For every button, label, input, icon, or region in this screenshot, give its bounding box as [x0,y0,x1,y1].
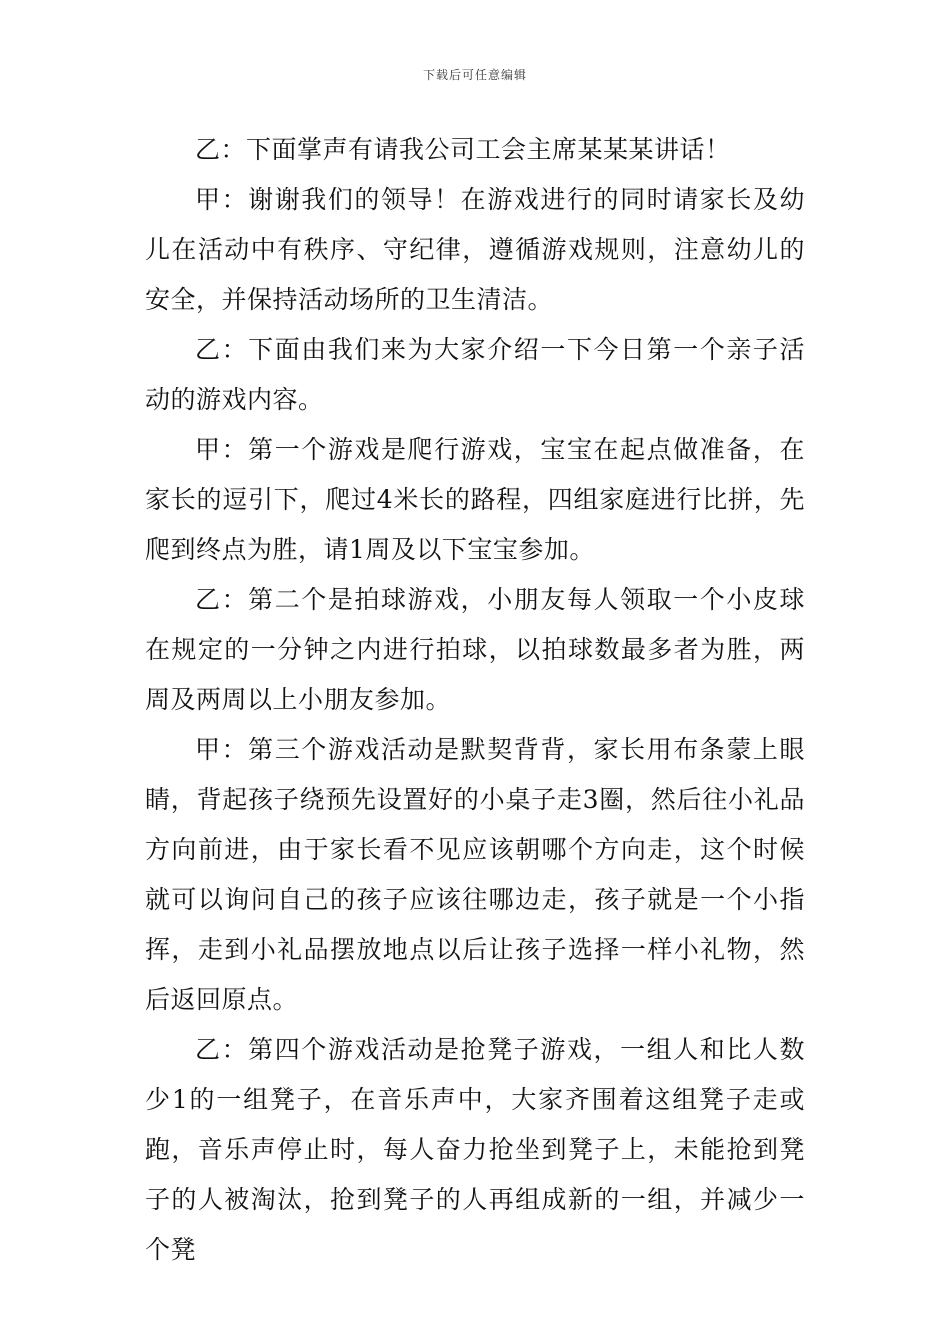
paragraph-2: 甲：谢谢我们的领导！在游戏进行的同时请家长及幼儿在活动中有秩序、守纪律，遵循游戏规则，注意幼儿的安全，并保持活动场所的卫生清洁。 [145,185,805,314]
document-body [145,125,805,1275]
page-header: 下载后可任意编辑 [422,68,527,82]
paragraph-6: 甲：第三个游戏活动是默契背背，家长用布条蒙上眼睛，背起孩子绕预先设置好的小桌子走3圈，然后往小礼品方向前进，由于家长看不见应该朝哪个方向走，这个时候就可以询问自己的孩子应该往哪边走，孩子就是一个小指挥，走到小礼品摆放地点以后让孩子选择一样小礼物，然后返回原点。 [145,735,805,1014]
paragraph-1: 乙：下面掌声有请我公司工会主席某某某讲话！ [195,135,731,164]
paragraph-3: 乙：下面由我们来为大家介绍一下今日第一个亲子活动的游戏内容。 [145,335,805,414]
paragraph-7: 乙：第四个游戏活动是抢凳子游戏，一组人和比人数少1的一组凳子，在音乐声中，大家齐围着这组凳子走或跑，音乐声停止时，每人奋力抢坐到凳子上，未能抢到凳子的人被淘汰，抢到凳子的人再组成新的一组，并减少一个凳 [145,1035,805,1264]
paragraph-4: 甲：第一个游戏是爬行游戏，宝宝在起点做准备，在家长的逗引下，爬过4米长的路程，四组家庭进行比拼，先爬到终点为胜，请1周及以下宝宝参加。 [145,435,805,564]
paragraph-5: 乙：第二个是拍球游戏，小朋友每人领取一个小皮球在规定的一分钟之内进行拍球，以拍球数最多者为胜，两周及两周以上小朋友参加。 [145,585,805,714]
